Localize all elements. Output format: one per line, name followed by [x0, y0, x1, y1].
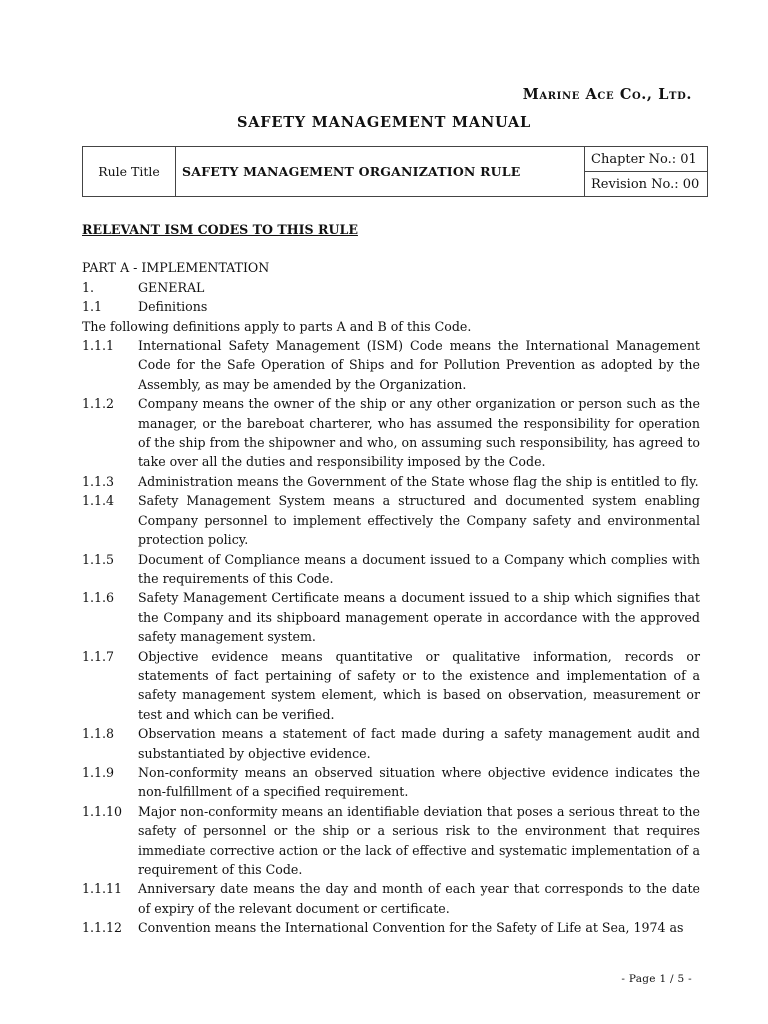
part-heading: PART A - IMPLEMENTATION: [82, 260, 270, 276]
definition-item: [82, 918, 700, 937]
definition-item: [82, 491, 700, 549]
page-number: - Page 1 / 5 -: [621, 973, 692, 985]
definition-item: [82, 472, 700, 491]
item-number: 1.1.11: [82, 881, 123, 897]
item-number: 1.1.7: [82, 648, 115, 664]
definition-item: [82, 879, 700, 918]
item-number: 1.1.8: [82, 726, 115, 742]
item-text: Administration means the Government of the State whose flag the ship is entitled to fly.: [138, 473, 699, 489]
item-number: 1.1.10: [82, 803, 123, 819]
general-heading: [82, 278, 700, 297]
definition-item: [82, 336, 700, 394]
item-text: International Safety Management (ISM) Code means the International Management Code for the Safe Operation of Ships and for Pollution Prevention as adopted by the Assembly, as may be amended by the Organization.: [138, 338, 700, 392]
item-number: 1.1.1: [82, 338, 115, 354]
item-number: 1.1.6: [82, 590, 115, 606]
company-name: Marine Ace Co., Ltd.: [522, 86, 692, 103]
definitions-intro: The following definitions apply to parts A and B of this Code.: [82, 318, 472, 334]
item-number: 1.1.9: [82, 764, 115, 780]
item-text: Convention means the International Convention for the Safety of Life at Sea, 1974 as: [138, 920, 684, 936]
definitions-label: Definitions: [138, 299, 208, 315]
rule-header-table: [82, 146, 708, 197]
definition-item: [82, 588, 700, 646]
item-number: 1.1.2: [82, 396, 115, 412]
definition-item: [82, 763, 700, 802]
item-text: Safety Management System means a structured and documented system enabling Company personnel to implement effectively the Company safety and environmental protection policy.: [138, 493, 700, 548]
chapter-number: Chapter No.: 01: [585, 147, 708, 172]
definition-item: [82, 394, 700, 472]
item-text: Non-conformity means an observed situation where objective evidence indicates the non-fulfillment of a specified requirement.: [138, 764, 700, 800]
definition-item: [82, 802, 700, 880]
item-text: Anniversary date means the day and month of each year that corresponds to the date of expiry of the relevant document or certificate.: [138, 881, 700, 916]
document-body: [82, 220, 700, 938]
item-text: Document of Compliance means a document issued to a Company which complies with the requirements of this Code.: [138, 551, 700, 586]
item-text: Major non-conformity means an identifiable deviation that poses a serious threat to the safety of personnel or the ship or a serious risk to the environment that requires immediate corrective action or the lack of effective and systematic implementation of a requirement of this Code.: [138, 803, 700, 877]
item-text: Observation means a statement of fact made during a safety management audit and substantiated by objective evidence.: [138, 726, 700, 761]
item-number: 1.1.4: [82, 493, 115, 509]
revision-number: Revision No.: 00: [585, 172, 708, 197]
rule-title: SAFETY MANAGEMENT ORGANIZATION RULE: [176, 147, 585, 197]
item-number: 1.1.5: [82, 551, 115, 567]
section-heading: RELEVANT ISM CODES TO THIS RULE: [82, 222, 358, 237]
general-number: 1.: [82, 279, 95, 295]
item-text: Safety Management Certificate means a document issued to a ship which signifies that the Company and its shipboard management operate in accordance with the approved safety management system.: [138, 590, 700, 645]
definitions-heading: [82, 297, 700, 316]
definitions-number: 1.1: [82, 299, 103, 315]
rule-title-label: Rule Title: [83, 147, 176, 197]
manual-title: SAFETY MANAGEMENT MANUAL: [236, 114, 532, 131]
general-label: GENERAL: [138, 279, 205, 295]
item-number: 1.1.3: [82, 473, 115, 489]
item-number: 1.1.12: [82, 920, 123, 936]
definition-item: [82, 647, 700, 725]
definition-item: [82, 550, 700, 589]
item-text: Objective evidence means quantitative or qualitative information, records or statements of fact pertaining of safety or to the existence and implementation of a safety management system element, which is based on observation, measurement or test and which can be verified.: [138, 648, 700, 722]
definition-item: [82, 724, 700, 763]
item-text: Company means the owner of the ship or any other organization or person such as the manager, or the bareboat charterer, who has assumed the responsibility for operation of the ship from the shipowner and who, on assuming such responsibility, has agreed to take over all the duties and responsibility imposed by the Code.: [138, 396, 700, 470]
